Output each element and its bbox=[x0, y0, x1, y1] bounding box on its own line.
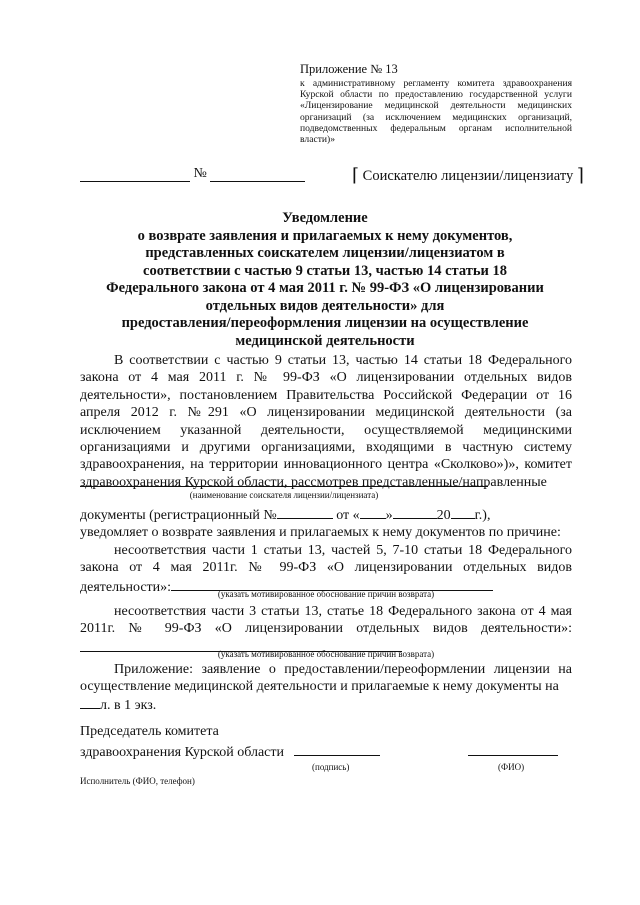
title-line: представленных соискателем лицензии/лицензиатом в bbox=[145, 245, 505, 261]
signature-blank bbox=[294, 742, 380, 756]
signature-caption: (подпись) bbox=[312, 762, 350, 772]
appendix-heading: Приложение № 13 bbox=[300, 62, 398, 76]
document-title bbox=[80, 210, 570, 350]
attachment-tail-line bbox=[80, 695, 572, 714]
docs-quote: » bbox=[385, 508, 393, 523]
applicant-block bbox=[80, 482, 572, 504]
title-line: соответствии с частью 9 статьи 13, частью 14 статьи 18 bbox=[143, 262, 507, 279]
fio-blank bbox=[468, 742, 558, 756]
documents-line bbox=[80, 505, 572, 524]
title-line: медицинской деятельности bbox=[235, 332, 415, 349]
reason2-caption: (указать мотивированное обоснование причин возврата) bbox=[217, 649, 435, 659]
title-line: предоставления/переоформления лицензии на осуществление bbox=[121, 315, 529, 331]
reg-number-blank bbox=[277, 505, 333, 519]
month-blank bbox=[393, 505, 437, 519]
docs-suffix: г.), bbox=[474, 508, 491, 523]
applicant-caption: (наименование соискателя лицензии/лицензиата) bbox=[189, 490, 379, 500]
title-line: Уведомление bbox=[282, 210, 368, 226]
appendix-text: к административному регламенту комитета здравоохранения Курской области по предоставлению государственной услуги «Лицензирование медицинской деятельности медицинских организаций (за исключением медицинских организаций, подведомственных федеральным органам исполнительной власти)» bbox=[300, 78, 572, 146]
docs-year: 20 bbox=[436, 508, 451, 523]
bracket-right: ⌉ bbox=[576, 165, 584, 185]
year-blank bbox=[451, 505, 475, 519]
signatory-title-2: здравоохранения Курской области bbox=[80, 745, 285, 760]
reason1-caption: (указать мотивированное обоснование причин возврата) bbox=[217, 589, 435, 599]
appendix-block bbox=[300, 62, 572, 145]
reason1-text: несоответствия части 1 статьи 13, частей 5, 7-10 статьи 18 Федерального закона от 4 мая 2011г. № 99-ФЗ «О лицензировании отдельных видов деятельности»: bbox=[80, 543, 572, 595]
attachment-block bbox=[80, 661, 572, 696]
title-line: отдельных видов деятельности» для bbox=[205, 297, 445, 314]
number-sign: № bbox=[193, 166, 207, 181]
reason1-caption-wrap bbox=[80, 586, 572, 603]
signatory-title-1: Председатель комитета bbox=[80, 724, 219, 739]
registration-number-blank bbox=[210, 167, 305, 182]
reason2-text: несоответствия части 3 статьи 13, статье 18 Федерального закона от 4 мая 2011г. № 99-ФЗ «О лицензировании отдельных видов деятельности»: bbox=[80, 604, 572, 637]
bracket-left: ⌈ bbox=[352, 165, 360, 185]
addressee bbox=[352, 164, 584, 185]
docs-prefix: документы (регистрационный № bbox=[80, 508, 277, 523]
docs-from: от « bbox=[336, 508, 360, 523]
pages-blank bbox=[80, 695, 100, 709]
registration-line bbox=[80, 166, 310, 182]
addressee-text: Соискателю лицензии/лицензиату bbox=[362, 168, 574, 184]
title-line: Федерального закона от 4 мая 2011 г. № 99-ФЗ «О лицензировании bbox=[106, 280, 544, 296]
executor-label: Исполнитель (ФИО, телефон) bbox=[80, 776, 195, 786]
registration-date-blank bbox=[80, 167, 190, 182]
day-blank bbox=[360, 505, 386, 519]
notify-line: уведомляет о возврате заявления и прилагаемых к нему документов по причине: bbox=[80, 525, 561, 540]
fio-caption: (ФИО) bbox=[498, 762, 525, 772]
title-line: о возврате заявления и прилагаемых к нему документов, bbox=[137, 227, 513, 244]
attachment-tail: л. в 1 экз. bbox=[100, 698, 157, 713]
attachment-text: Приложение: заявление о предоставлении/переоформлении лицензии на осуществление медицинской деятельности и прилагаемые к нему документы на bbox=[80, 662, 572, 695]
intro-paragraph: В соответствии с частью 9 статьи 13, частью 14 статьи 18 Федерального закона от 4 мая 2011 г. № 99-ФЗ «О лицензировании отдельных видов деятельности», постановлением Правительства Российской Федерации от 16 апреля 2012 г. №291 «О лицензировании медицинской деятельности (за исключением указанной деятельности, осуществляемой медицинскими организациями и другими организациями, входящими в частную систему здравоохранения, на территории инновационного центра «Сколково»)», комитет здравоохранения Курской области, рассмотрев представленные/направленные bbox=[80, 353, 572, 490]
